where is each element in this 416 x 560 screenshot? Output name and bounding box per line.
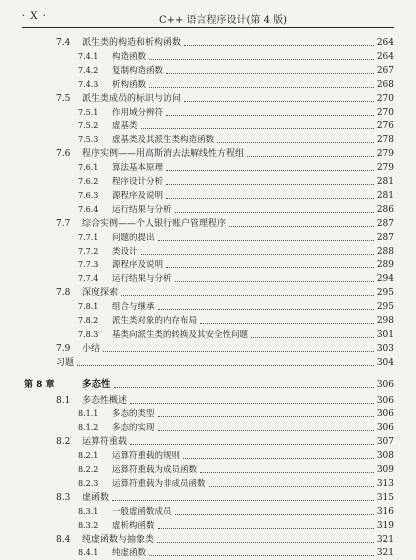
toc-entry [0,36,416,50]
toc-entry-title: 派生类对象的内存布局 [112,316,198,326]
toc-page-number: 306 [376,379,394,390]
toc-entry-title: 运算符重载的规则 [112,451,181,462]
toc-page-number: 281 [376,190,394,201]
toc-page-number: 313 [376,478,394,489]
toc-entry [0,546,416,560]
toc-dot-leader [166,73,374,74]
toc-entry-title: 基类向派生类的转换及其安全性问题 [112,329,249,340]
toc-dot-leader [158,528,374,529]
toc-entry [0,64,416,78]
toc-entry [0,435,416,449]
toc-entry-number: 7.8 [56,288,71,299]
toc-entry-number: 7.8.1 [78,302,99,312]
toc-dot-leader [141,254,374,255]
toc-dot-leader [114,387,374,388]
toc-entry-number: 7.5 [56,93,71,104]
toc-entry-number: 7.8.2 [78,316,99,325]
toc-entry-number: 7.6.1 [78,163,99,173]
page-header [0,0,416,30]
toc-entry [0,463,416,477]
toc-entry-title: 多态性 [82,378,111,390]
toc-entry-number: 7.7 [56,218,71,229]
toc-entry-title: 运算符重载为非成员函数 [112,478,206,489]
toc-entry [0,78,416,92]
toc-page-number: 267 [376,65,394,76]
toc-entry-number: 7.7.3 [78,260,99,270]
toc-dot-leader [229,226,374,227]
toc-entry-number: 8.1 [56,395,71,406]
toc-page-number: 306 [376,409,394,420]
toc-dot-leader [130,403,374,404]
toc-entry-title: 纯虚函数与抽象类 [82,534,155,545]
toc-entry-title: 综合实例——个人银行账户管理程序 [82,218,227,229]
toc-page-number: 268 [376,79,394,90]
toc-page-number: 279 [376,149,394,160]
toc-entry-title: 程序实例——用高斯消去法解线性方程组 [82,149,245,160]
toc-entry [0,286,416,300]
toc-dot-leader [184,45,374,46]
toc-dot-leader [141,128,374,129]
toc-entry-number: 8.1.2 [78,423,99,433]
toc-page-number: 287 [376,218,394,229]
toc-dot-leader [175,281,374,282]
toc-entry-title: 纯虚函数 [112,548,147,559]
toc-dot-leader [166,198,374,199]
toc-page-number: 276 [376,121,394,132]
toc-page-number: 306 [376,395,394,406]
toc-dot-leader [200,323,374,324]
toc-entry [0,407,416,421]
toc-dot-leader [166,267,374,268]
toc-page-number: 298 [376,316,394,326]
toc-entry-number: 第 8 章 [24,379,55,390]
toc-page-number: 278 [376,135,394,146]
toc-entry [0,147,416,161]
toc-entry-number: 7.8.3 [78,329,99,339]
toc-entry-title: 深度探索 [82,288,119,299]
toc-chapter-entry [0,378,416,392]
toc-entry [0,175,416,189]
toc-page-number: 281 [376,177,394,187]
toc-entry [0,272,416,286]
toc-entry-title: 析构函数 [112,79,147,90]
toc-entry [0,203,416,217]
toc-page-number: 304 [376,357,394,368]
toc-dot-leader [149,59,374,60]
toc-entry [0,356,416,370]
toc-entry-number: 7.6.3 [78,190,99,200]
toc-entry-number: 8.3.2 [78,520,99,530]
toc-page-number: 289 [376,260,394,271]
toc-page-number: 270 [376,93,394,104]
toc-entry [0,314,416,328]
toc-entry [0,449,416,463]
toc-dot-leader [149,87,374,88]
toc-dot-leader [184,101,374,102]
toc-entry [0,50,416,64]
toc-entry-number: 7.5.2 [78,121,99,131]
toc-entry-number: 7.7.2 [78,246,99,256]
toc-entry-number: 8.3 [56,492,71,503]
toc-entry-title: 虚基类及其派生类构造函数 [112,135,215,146]
toc-dot-leader [200,472,374,473]
toc-entry-title: 派生类成员的标识与访问 [82,93,182,104]
toc-entry-title: 派生类的构造和析构函数 [82,38,182,48]
toc-entry-title: 小结 [82,343,101,354]
toc-entry-number: 8.3.1 [78,506,99,516]
toc-entry-number: 7.4.3 [78,79,99,89]
toc-entry [0,300,416,314]
toc-page-number: 264 [376,38,394,48]
toc-dot-leader [130,444,374,445]
toc-page-number: 301 [376,329,394,340]
toc-entry [0,245,416,259]
toc-entry-title: 运算符重载为成员函数 [112,465,198,475]
toc-entry-title: 虚基类 [112,121,138,132]
toc-entry [0,328,416,342]
toc-page-number: 264 [376,51,394,62]
toc-entry-title: 运算符重载 [82,437,128,448]
toc-entry-title: 源程序及说明 [112,190,164,201]
toc-entry-number: 7.6.2 [78,177,99,186]
toc-dot-leader [247,156,374,157]
toc-entry-number: 7.7.4 [78,274,99,284]
toc-dot-leader [166,170,374,171]
toc-page-number: 309 [376,465,394,475]
toc-page-number: 316 [376,506,394,517]
toc-entry [0,519,416,533]
toc-dot-leader [158,240,374,241]
toc-entry-number: 7.5.3 [78,135,99,145]
toc-dot-leader [158,309,374,310]
toc-page-number: 279 [376,163,394,174]
toc-entry [0,161,416,175]
toc-page-number: 287 [376,232,394,243]
toc-dot-leader [217,142,374,143]
toc-entry-title: 虚函数 [82,492,110,503]
toc-page-number: 321 [376,548,394,559]
toc-entry-number: 8.2.1 [78,451,99,461]
toc-entry [0,106,416,120]
toc-page-number: 295 [376,302,394,313]
toc-entry [0,133,416,147]
toc-page-number: 308 [376,451,394,462]
toc-page-number: 288 [376,246,394,257]
toc-entry-number: 7.4.1 [78,51,99,61]
toc-entry-title: 程序设计分析 [112,177,164,187]
toc-entry-number: 7.9 [56,343,71,354]
toc-entry-title: 源程序及说明 [112,260,164,271]
toc-entry-title: 习题 [56,357,75,368]
toc-entry-title: 一般虚函数成员 [112,506,172,517]
toc-entry [0,477,416,491]
toc-entry-number: 7.6 [56,149,71,160]
toc-dot-leader [103,351,374,352]
toc-entry [0,119,416,133]
toc-dot-leader [183,458,374,459]
toc-entry [0,231,416,245]
toc-dot-leader [175,514,374,515]
toc-page-number: 270 [376,107,394,118]
toc-entry [0,394,416,408]
toc-dot-leader [175,212,374,213]
toc-entry-title: 构造函数 [112,51,147,62]
toc-entry [0,533,416,547]
toc-dot-leader [209,486,374,487]
toc-entry-number: 8.2.3 [78,478,99,488]
toc-entry-title: 虚析构函数 [112,520,155,531]
toc-entry-number: 8.4 [56,534,71,545]
toc-entry-number: 8.4.1 [78,548,99,558]
toc-entry-number: 7.4.2 [78,65,99,75]
toc-page-number: 306 [376,423,394,434]
toc-entry-title: 运行结果与分析 [112,274,172,285]
toc-entry-number: 7.5.1 [78,107,99,117]
toc-entry-title: 问题的提出 [112,232,155,243]
toc-dot-leader [77,365,374,366]
toc-entry-number: 7.7.1 [78,232,99,242]
toc-entry-title: 作用域分辨符 [112,107,164,118]
toc-entry-title: 类设计 [112,246,138,257]
toc-entry [0,505,416,519]
toc-entry-number: 8.1.1 [78,409,99,419]
toc-entry-title: 多态性概述 [82,395,128,406]
toc-entry-title: 复制构造函数 [112,65,164,76]
toc-dot-leader [121,295,374,296]
toc-entry-number: 7.6.4 [78,204,99,214]
toc-entry-title: 算法基本原理 [112,163,164,174]
header-rule [22,27,394,28]
toc-entry-number: 8.2.2 [78,465,99,474]
toc-entry-number: 8.2 [56,437,71,448]
toc-entry-title: 运行结果与分析 [112,204,172,215]
toc-dot-leader [158,416,374,417]
toc-entry [0,217,416,231]
toc-entry-title: 多态的类型 [112,409,155,420]
toc-page-number: 307 [376,437,394,448]
toc-entry [0,342,416,356]
toc-dot-leader [112,500,374,501]
toc-page-number: 295 [376,288,394,299]
toc-entry [0,421,416,435]
toc-entry [0,491,416,505]
toc-dot-leader [251,337,374,338]
toc-entry [0,189,416,203]
toc-entry-title: 组合与继承 [112,302,155,313]
toc-page-number: 321 [376,534,394,545]
toc-dot-leader [166,184,374,185]
toc-page-number: 319 [376,520,394,531]
page-folio: · X · [22,11,47,22]
toc-page-number: 286 [376,204,394,215]
toc-entry [0,258,416,272]
toc-dot-leader [157,542,374,543]
running-title: C++ 语言程序设计(第 4 版) [158,15,288,26]
toc-entry-title: 多态的实现 [112,423,155,434]
toc-page-number: 303 [376,343,394,354]
toc-dot-leader [149,555,374,556]
toc-dot-leader [158,430,374,431]
toc-entry [0,92,416,106]
toc-dot-leader [166,115,374,116]
toc-page-number: 294 [376,274,394,285]
toc-page-number: 315 [376,492,394,503]
toc-entry-number: 7.4 [56,38,71,48]
